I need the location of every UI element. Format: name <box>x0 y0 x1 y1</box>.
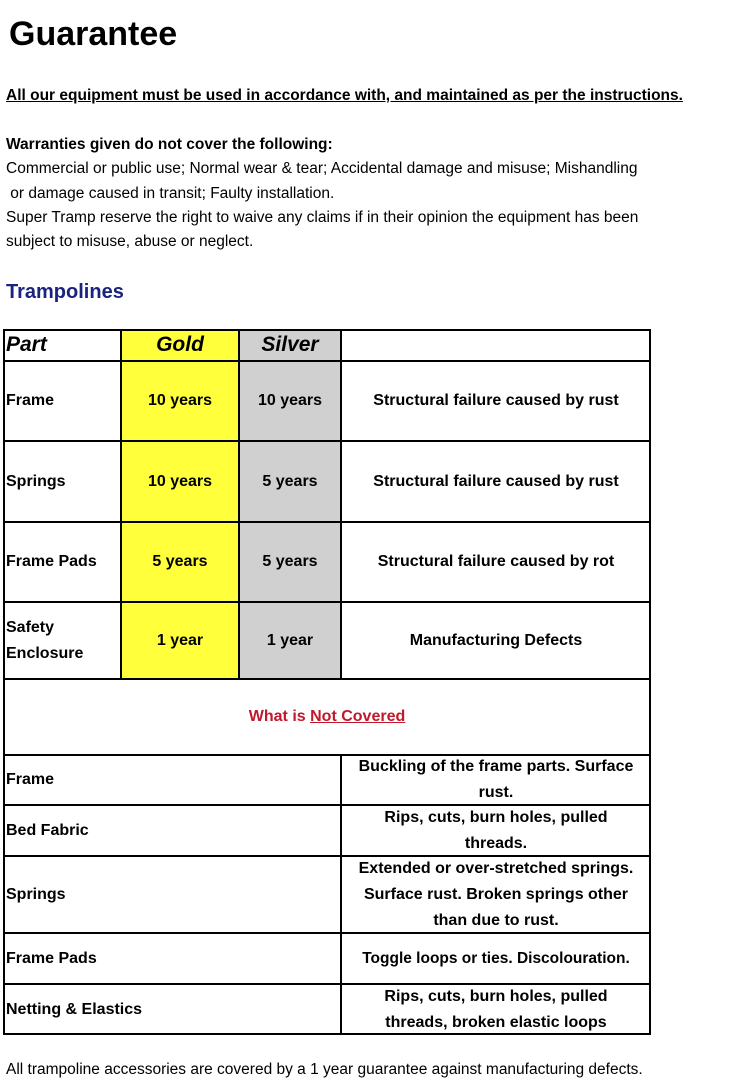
coverage-note: Structural failure caused by rust <box>373 392 619 409</box>
silver-value: 5 years <box>262 472 318 490</box>
silver-value: 5 years <box>262 553 318 570</box>
table-rule <box>3 1033 651 1035</box>
part-frame: Frame <box>6 392 55 409</box>
table-rule <box>238 329 240 679</box>
table-rule <box>3 601 651 603</box>
table-rule <box>3 983 651 985</box>
equipment-usage-note: All our equipment must be used in accordance with, and maintained as per the instructions. <box>6 87 683 104</box>
table-rule <box>340 754 342 1035</box>
warranty-line: Commercial or public use; Normal wear & tear; Accidental damage and misuse; Mishandling <box>6 160 638 178</box>
table-rule <box>3 754 651 756</box>
table-rule <box>3 440 651 442</box>
coverage-note: Structural failure caused by rust <box>373 472 619 490</box>
part-safety-enclosure: Safety Enclosure <box>6 618 84 662</box>
nc-detail: Extended or over-stretched springs. Surface rust. Broken springs other than due to rust. <box>358 859 634 929</box>
part-springs: Springs <box>6 472 66 490</box>
not-covered-title-prefix: What is <box>248 708 311 725</box>
table-rule <box>3 932 651 934</box>
gold-value: 5 years <box>152 553 208 570</box>
table-rule <box>649 329 651 1035</box>
table-rule <box>3 329 651 331</box>
guarantee-table <box>3 329 651 1035</box>
table-rule <box>340 329 342 679</box>
warranty-line: Super Tramp reserve the right to waive any claims if in their opinion the equipment has been <box>6 208 639 226</box>
nc-detail: Rips, cuts, burn holes, pulled threads, broken elastic loops <box>384 987 608 1031</box>
silver-value: 1 year <box>266 631 314 649</box>
nc-detail: Buckling of the frame parts. Surface rust. <box>358 758 634 801</box>
silver-value: 10 years <box>257 392 323 409</box>
table-rule <box>3 855 651 857</box>
table-rule <box>3 678 651 680</box>
nc-part-springs: Springs <box>6 885 66 903</box>
warranty-line: subject to misuse, abuse or neglect. <box>6 233 254 251</box>
table-rule <box>3 360 651 362</box>
table-rule <box>120 329 122 679</box>
nc-detail: Rips, cuts, burn holes, pulled threads. <box>384 808 608 852</box>
table-rule <box>3 329 5 1035</box>
warranty-heading: Warranties given do not cover the following: <box>6 136 333 153</box>
part-frame-pads: Frame Pads <box>6 553 97 570</box>
nc-part-frame: Frame <box>6 771 55 788</box>
not-covered-title <box>3 679 651 755</box>
table-rule <box>3 521 651 523</box>
header-gold: Gold <box>156 333 204 356</box>
nc-detail: Toggle loops or ties. Discolouration. <box>362 949 630 967</box>
nc-part-bed-fabric: Bed Fabric <box>6 821 89 839</box>
gold-value: 10 years <box>147 392 213 409</box>
gold-value: 10 years <box>147 472 213 490</box>
header-silver: Silver <box>261 333 319 356</box>
nc-part-frame-pads: Frame Pads <box>6 949 97 967</box>
warranty-line: or damage caused in transit; Faulty installation. <box>6 184 335 202</box>
not-covered-title-emphasis: Not Covered <box>310 708 406 725</box>
table-rule <box>3 804 651 806</box>
coverage-note: Structural failure caused by rot <box>377 553 615 570</box>
accessories-footer-note: All trampoline accessories are covered by a 1 year guarantee against manufacturing defects. <box>6 1061 643 1078</box>
coverage-note: Manufacturing Defects <box>409 631 583 649</box>
section-title-trampolines: Trampolines <box>6 281 124 303</box>
page-title: Guarantee <box>9 15 178 53</box>
gold-value: 1 year <box>156 631 204 649</box>
nc-part-netting-elastics: Netting & Elastics <box>6 1000 143 1018</box>
header-part: Part <box>6 333 47 356</box>
warranty-exclusions <box>6 133 721 254</box>
